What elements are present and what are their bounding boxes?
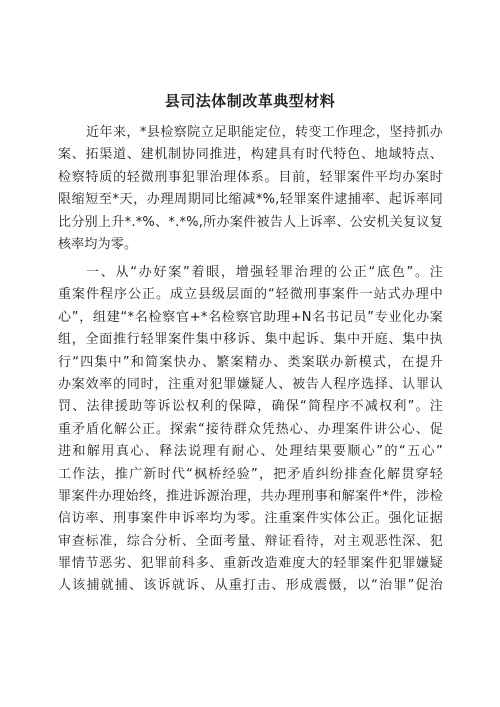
paragraph-line: 重案件程序公正。成立县级层面的“轻微刑事案件一站式办理中 [58, 287, 443, 303]
paragraph-line: 检察特质的轻微刑事犯罪治理体系。目前，轻罪案件平均办案时 [58, 169, 443, 185]
paragraph-line: 重矛盾化解公正。探索“接待群众凭热心、办理案件讲公心、促 [58, 421, 443, 437]
paragraph-line: 罚、法律援助等诉讼权利的保障，确保“简程序不减权利”。注 [58, 399, 443, 415]
paragraph-line: 罪情节恶劣、犯罪前科多、重新改造难度大的轻罪案件犯罪嫌疑 [58, 556, 443, 572]
paragraph-line: 工作法，推广新时代“枫桥经验”，把矛盾纠纷排查化解贯穿轻 [58, 466, 443, 482]
paragraph-line: 人该捕就捕、该诉就诉、从重打击、形成震慑，以“治罪”促治 [58, 578, 443, 594]
paragraph-line: 限缩短至*天，办理周期同比缩减*%,轻罪案件逮捕率、起诉率同 [58, 192, 443, 208]
paragraph-line: 信访率、刑事案件申诉率均为零。注重案件实体公正。强化证据 [58, 511, 443, 527]
paragraph-line: 罪案件办理始终，推进诉源治理，共办理刑事和解案件*件，涉检 [58, 488, 443, 504]
paragraph-section-one [58, 262, 443, 598]
paragraph-line: 案、拓渠道、建机制协同推进，构建具有时代特色、地域特点、 [58, 147, 443, 163]
paragraph-intro [58, 122, 443, 256]
paragraph-line: 审查标准，综合分析、全面考量、辩证看待，对主观恶性深、犯 [58, 533, 443, 549]
paragraph-line: 行“四集中”和简案快办、繁案精办、类案联办新模式，在提升 [58, 354, 443, 370]
paragraph-line: 心”，组建“*名检察官+*名检察官助理+N名书记员”专业化办案 [58, 309, 443, 325]
paragraph-line: 一、从“办好案”着眼，增强轻罪治理的公正“底色”。注 [86, 265, 443, 280]
document-title: 县司法体制改革典型材料 [164, 92, 336, 110]
paragraph-line: 进和解用真心、释法说理有耐心、处理结果要顺心”的“五心” [58, 444, 443, 460]
paragraph-line: 办案效率的同时，注重对犯罪嫌疑人、被告人程序选择、认罪认 [58, 376, 443, 392]
paragraph-line: 组，全面推行轻罪案件集中移诉、集中起诉、集中开庭、集中执 [58, 332, 443, 348]
paragraph-line: 比分别上升*.*%、*.*%,所办案件被告人上诉率、公安机关复议复 [58, 214, 443, 230]
paragraph-line: 近年来，*县检察院立足职能定位，转变工作理念，坚持抓办 [86, 125, 443, 140]
paragraph-line: 核率均为零。 [58, 236, 138, 252]
